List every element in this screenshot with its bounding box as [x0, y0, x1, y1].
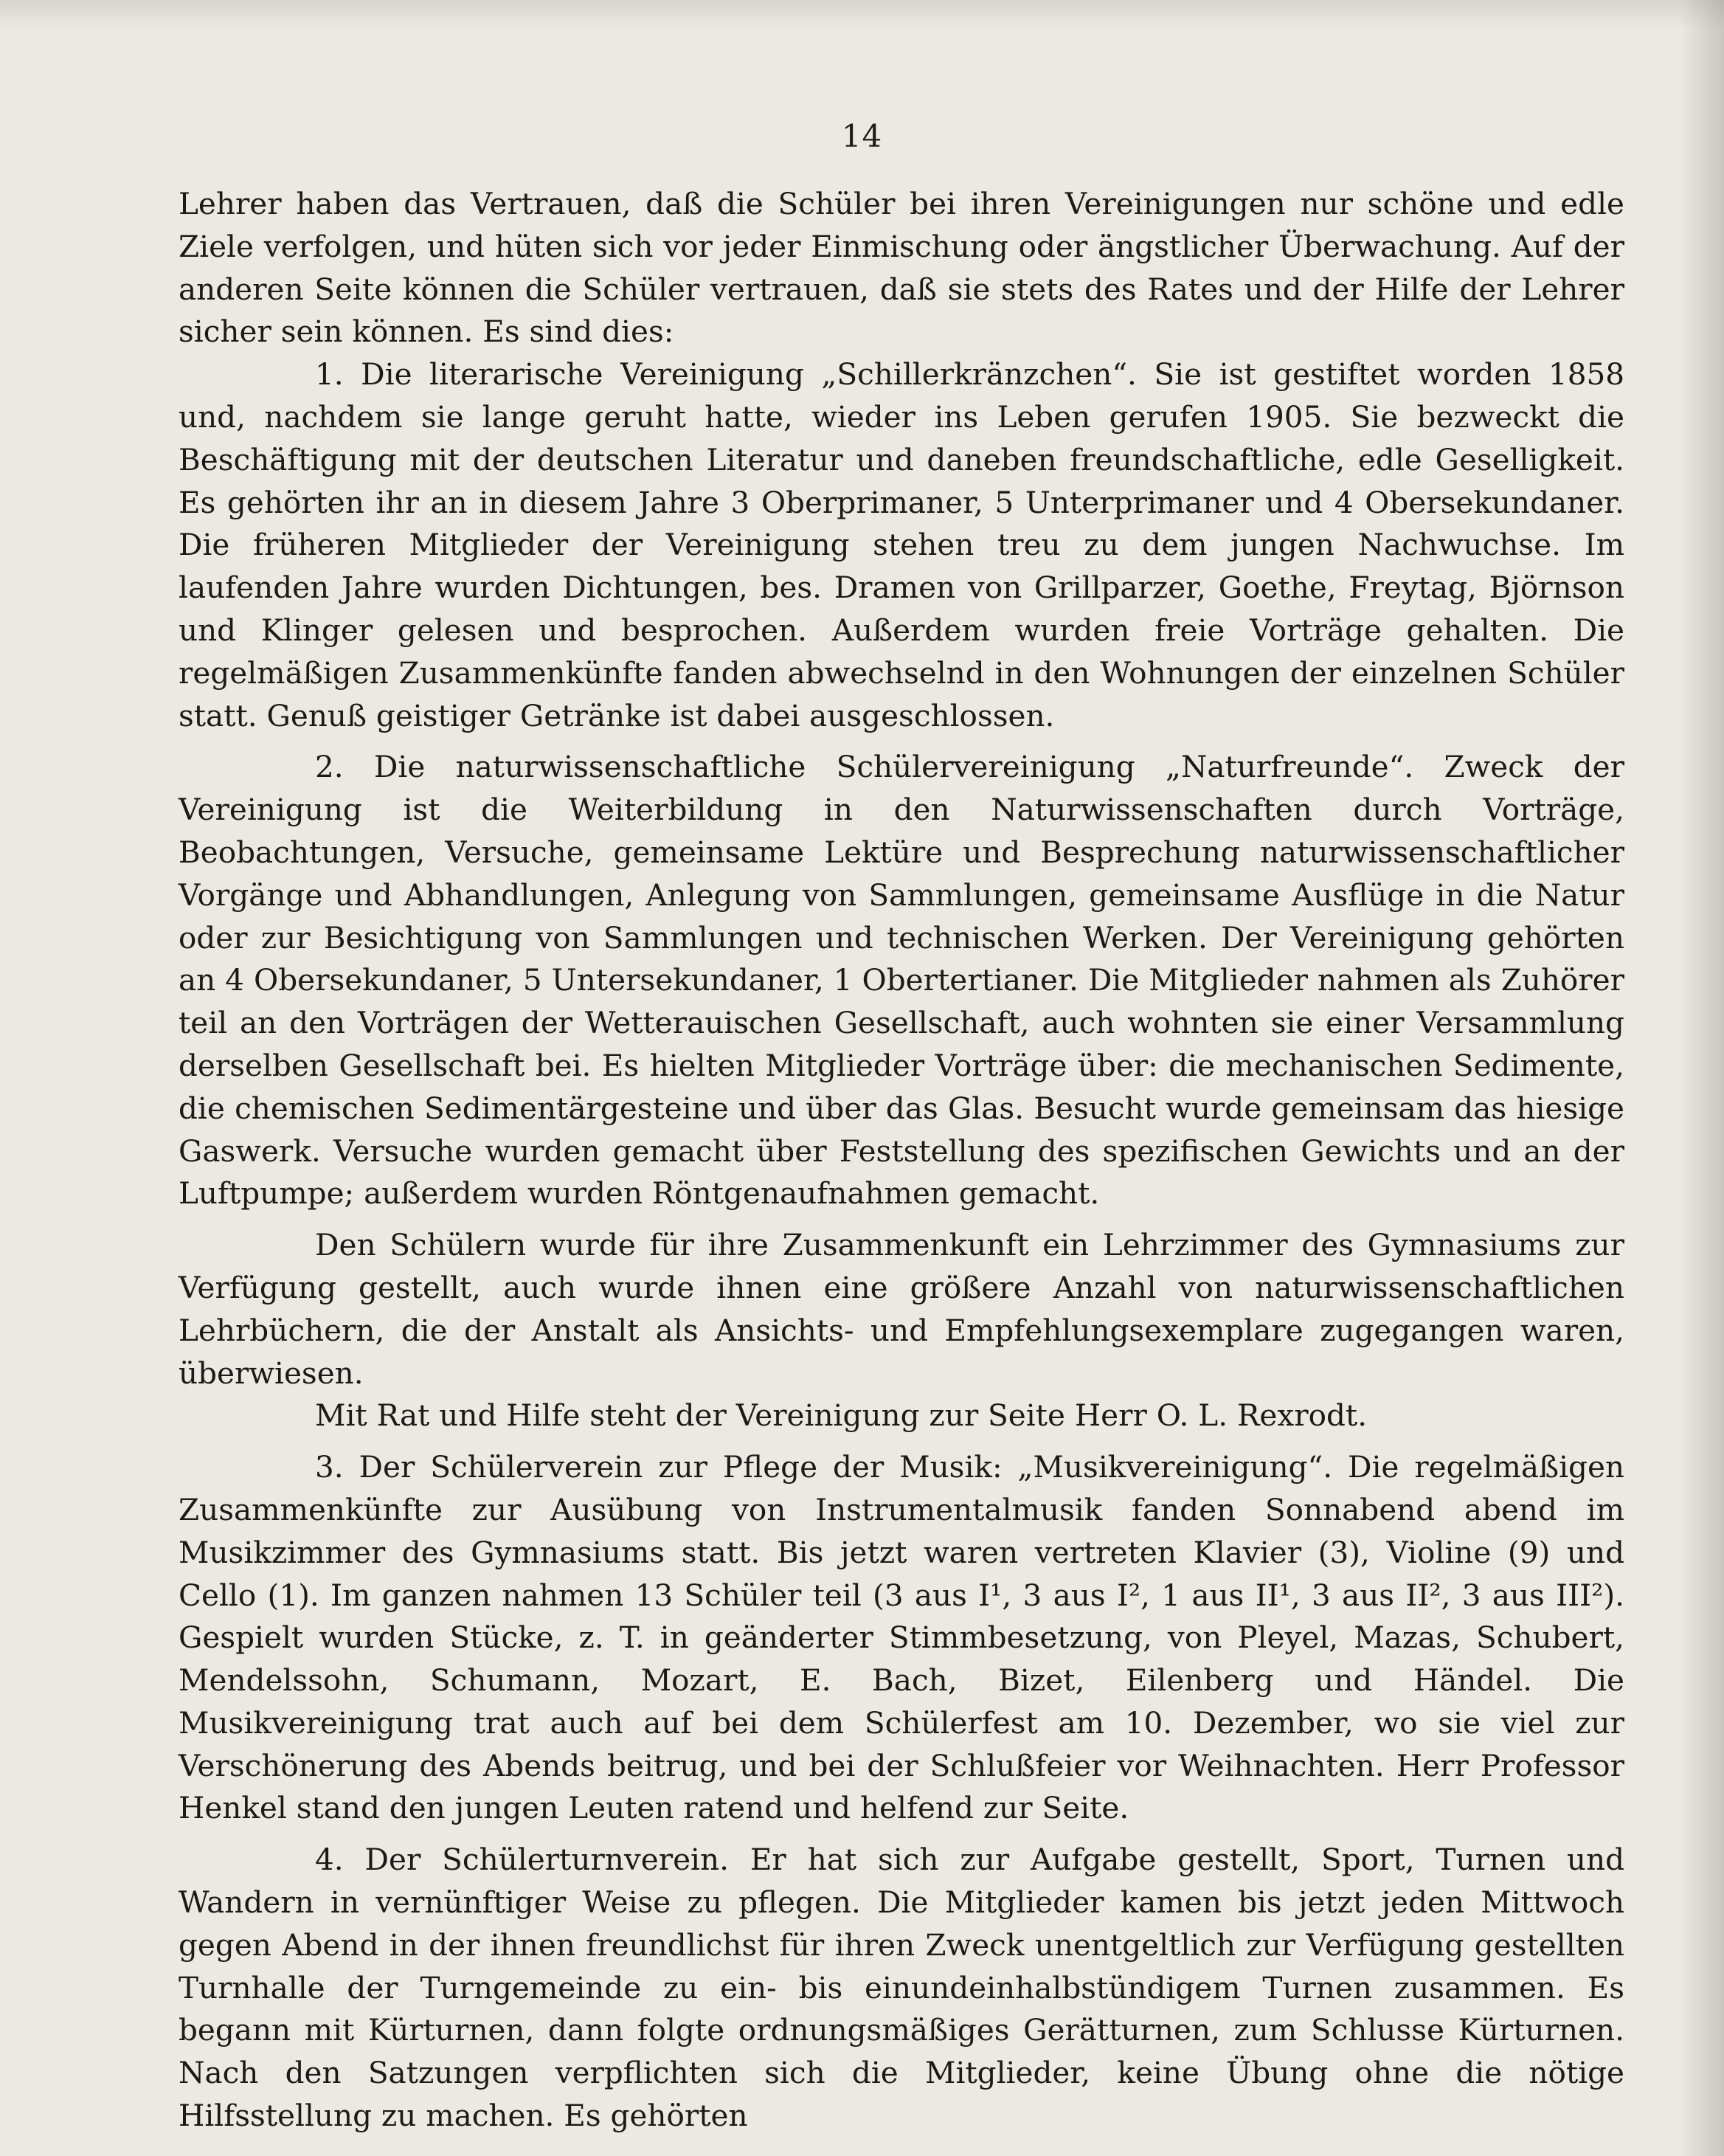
- paragraph-intro: Lehrer haben das Vertrauen, daß die Schüler bei ihren Vereinigungen nur schöne und edle Ziele verfolgen, und hüten sich vor jeder Einmischung oder ängstlicher Überwachung. Auf der anderen Seite können die Schüler vertrauen, daß sie stets des Rates und der Hilfe der Lehrer sicher sein können. Es sind dies:: [179, 186, 1624, 350]
- paragraph-lehrzimmer: Den Schülern wurde für ihre Zusammenkunft ein Lehrzimmer des Gymnasiums zur Verfügung gestellt, auch wurde ihnen eine größere Anzahl von naturwissenschaftlichen Lehrbüchern, die der Anstalt als Ansichts- und Empfehlungsexemplare zugegangen waren, überwiesen.: [179, 1227, 1624, 1391]
- paragraph-schuelerturnverein: 4. Der Schülerturnverein. Er hat sich zur Aufgabe gestellt, Sport, Turnen und Wandern in vernünftiger Weise zu pflegen. Die Mitglieder kamen bis jetzt jeden Mittwoch gegen Abend in der ihnen freundlichst für ihren Zweck unentgeltlich zur Verfügung gestellten Turnhalle der Turngemeinde zu ein- bis einundeinhalbstündigem Turnen zusammen. Es begann mit Kürturnen, dann folgte ordnungsmäßiges Gerätturnen, zum Schlusse Kürturnen. Nach den Satzungen verpflichten sich die Mitglieder, keine Übung ohne die nötige Hilfsstellung zu machen. Es gehörten: [179, 1842, 1624, 2134]
- paragraph-musikvereinigung: 3. Der Schülerverein zur Pflege der Musik: „Musikvereinigung“. Die regelmäßigen Zusammenkünfte zur Ausübung von Instrumentalmusik fanden Sonnabend abend im Musikzimmer des Gymnasiums statt. Bis jetzt waren vertreten Klavier (3), Violine (9) und Cello (1). Im ganzen nahmen 13 Schüler teil (3 aus I¹, 3 aus I², 1 aus II¹, 3 aus II², 3 aus III²). Gespielt wurden Stücke, z. T. in geänderter Stimmbesetzung, von Pleyel, Mazas, Schubert, Mendelssohn, Schumann, Mozart, E. Bach, Bizet, Eilenberg und Händel. Die Musikvereinigung trat auch auf bei dem Schülerfest am 10. Dezember, wo sie viel zur Verschönerung des Abends beitrug, und bei der Schlußfeier vor Weihnachten. Herr Professor Henkel stand den jungen Leuten ratend und helfend zur Seite.: [179, 1449, 1624, 1826]
- paragraph-naturfreunde: 2. Die naturwissenschaftliche Schülervereinigung „Naturfreunde“. Zweck der Vereinigung ist die Weiterbildung in den Naturwissenschaften durch Vorträge, Beobachtungen, Versuche, gemeinsame Lektüre und Besprechung naturwissenschaftlicher Vorgänge und Abhandlungen, Anlegung von Sammlungen, gemeinsame Ausflüge in die Natur oder zur Besichtigung von Sammlungen und technischen Werken. Der Vereinigung gehörten an 4 Obersekundaner, 5 Untersekundaner, 1 Obertertianer. Die Mitglieder nahmen als Zuhörer teil an den Vorträgen der Wetterauischen Gesellschaft, auch wohnten sie einer Versammlung derselben Gesellschaft bei. Es hielten Mitglieder Vorträge über: die mechanischen Sedimente, die chemischen Sedimentärgesteine und über das Glas. Besucht wurde gemeinsam das hiesige Gaswerk. Versuche wurden gemacht über Feststellung des spezifischen Gewichts und an der Luftpumpe; außerdem wurden Röntgenaufnahmen gemacht.: [179, 749, 1624, 1212]
- page-number: 14: [841, 118, 883, 154]
- paragraph-rat-und-hilfe: Mit Rat und Hilfe steht der Vereinigung zur Seite Herr O. L. Rexrodt.: [315, 1397, 1368, 1434]
- page-shadow-right: [1680, 0, 1724, 2156]
- paragraph-schillerkraenzchen: 1. Die literarische Vereinigung „Schillerkränzchen“. Sie ist gestiftet worden 1858 und, nachdem sie lange geruht hatte, wieder ins Leben gerufen 1905. Sie bezweckt die Beschäftigung mit der deutschen Literatur und daneben freundschaftliche, edle Geselligkeit. Es gehörten ihr an in diesem Jahre 3 Oberprimaner, 5 Unterprimaner und 4 Obersekundaner. Die früheren Mitglieder der Vereinigung stehen treu zu dem jungen Nachwuchse. Im laufenden Jahre wurden Dichtungen, bes. Dramen von Grillparzer, Goethe, Freytag, Björnson und Klinger gelesen und besprochen. Außerdem wurden freie Vorträge gehalten. Die regelmäßigen Zusammenkünfte fanden abwechselnd in den Wohnungen der einzelnen Schüler statt. Genuß geistiger Getränke ist dabei ausgeschlossen.: [179, 356, 1624, 733]
- page-shadow-top: [0, 0, 1724, 30]
- body-text: [179, 183, 1624, 2138]
